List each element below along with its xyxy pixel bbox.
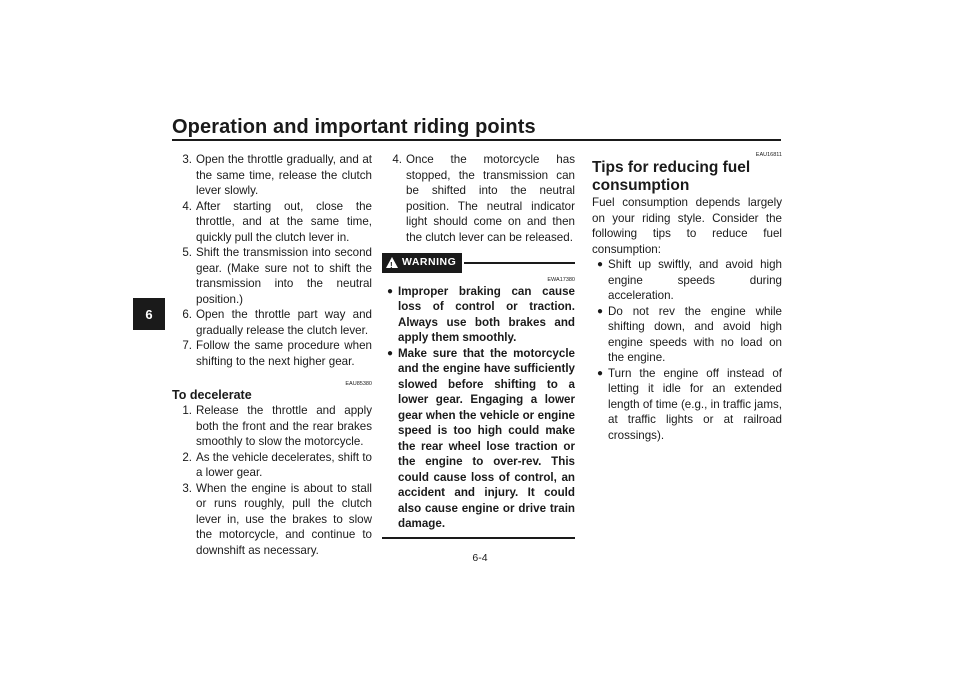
step-item xyxy=(172,245,372,307)
column-2 xyxy=(382,152,575,539)
chapter-tab: 6 xyxy=(133,298,165,330)
warning-label: WARNING xyxy=(402,256,457,268)
step-item xyxy=(172,199,372,246)
page-number: 6-4 xyxy=(472,552,488,564)
intro-paragraph: Fuel consumption depends largely on your riding style. Consider the following tips to reduce fuel consumption: xyxy=(592,196,782,256)
step-item xyxy=(172,450,372,481)
column-3 xyxy=(592,152,782,443)
step-item xyxy=(172,152,372,199)
step-item xyxy=(172,403,372,450)
step-text: Shift the transmission into second gear. (Make sure not to shift the transmission into the neutral position.) xyxy=(196,246,372,306)
step-item xyxy=(382,152,575,245)
step-number: 2. xyxy=(182,450,192,464)
step-item xyxy=(172,338,372,369)
step-text: Once the motorcycle has stopped, the transmission can be shifted into the neutral position. The neutral indicator light should come on and then the clutch lever can be released. xyxy=(406,153,575,244)
tip-item xyxy=(592,366,782,444)
column-1 xyxy=(172,152,372,558)
section-title: Tips for reducing fuel consumption xyxy=(592,159,751,194)
step-item xyxy=(172,481,372,559)
warning-text: Make sure that the motorcycle and the engine have sufficiently slowed before shifting to a lower gear. Engaging a lower gear when the vehicle or engine speed is too high could make the rear wheel lose traction or the engine to over-rev. This could cause loss of control, an accident and injury. It could also cause engine or drive train damage. xyxy=(398,346,575,530)
step-number: 6. xyxy=(182,308,192,321)
page-title: Operation and important riding points xyxy=(172,116,536,138)
warning-item xyxy=(382,346,575,532)
bullet-icon: ● xyxy=(596,305,604,317)
warning-triangle-icon: ! xyxy=(386,257,398,268)
bullet-icon: ● xyxy=(386,285,394,297)
tip-item xyxy=(592,257,782,304)
step-number: 4. xyxy=(392,153,402,166)
decelerate-heading: To decelerate xyxy=(172,388,252,402)
reference-code: EAU16811 xyxy=(755,152,782,158)
bullet-icon: ● xyxy=(596,367,604,379)
step-number: 7. xyxy=(182,339,192,352)
warning-body xyxy=(382,284,575,532)
warning-rule xyxy=(464,262,575,264)
step-number: 3. xyxy=(182,481,192,495)
step-number: 4. xyxy=(182,199,192,213)
warning-badge xyxy=(382,253,462,273)
step-text: Follow the same procedure when shifting to the next higher gear. xyxy=(196,339,372,368)
tip-text: Do not rev the engine while shifting down, and avoid high engine speeds with no load on the engine. xyxy=(608,304,782,364)
step-text: Release the throttle and apply both the front and the rear brakes smoothly to slow the motorcycle. xyxy=(196,404,372,448)
warning-header xyxy=(382,253,575,273)
reference-code: EWA17380 xyxy=(547,276,575,283)
step-text: Open the throttle gradually, and at the same time, release the clutch lever slowly. xyxy=(196,153,372,197)
tip-text: Turn the engine off instead of letting it idle for an extended length of time (e.g., in traffic jams, at traffic lights or at railroad crossings). xyxy=(608,366,782,442)
step-item xyxy=(172,307,372,338)
tip-text: Shift up swiftly, and avoid high engine speeds during acceleration. xyxy=(608,258,782,302)
step-number: 1. xyxy=(182,404,192,417)
header-rule xyxy=(172,139,781,141)
step-text: When the engine is about to stall or runs roughly, pull the clutch lever in, use the brakes to slow the motorcycle, and continue to downshift as necessary. xyxy=(196,481,372,557)
step-text: After starting out, close the throttle, and at the same time, quickly pull the clutch lever in. xyxy=(196,199,372,244)
warning-text: Improper braking can cause loss of control or traction. Always use both brakes and apply them smoothly. xyxy=(398,284,575,344)
bullet-icon: ● xyxy=(386,347,394,359)
step-text: Open the throttle part way and gradually release the clutch lever. xyxy=(196,308,372,337)
bullet-icon: ● xyxy=(596,259,604,270)
tip-item xyxy=(592,304,782,366)
step-number: 5. xyxy=(182,246,192,259)
warning-end-rule xyxy=(382,537,575,539)
step-text: As the vehicle decelerates, shift to a lower gear. xyxy=(196,450,372,479)
warning-item xyxy=(382,284,575,346)
reference-code: EAU85380 xyxy=(345,381,372,387)
step-number: 3. xyxy=(182,153,192,166)
